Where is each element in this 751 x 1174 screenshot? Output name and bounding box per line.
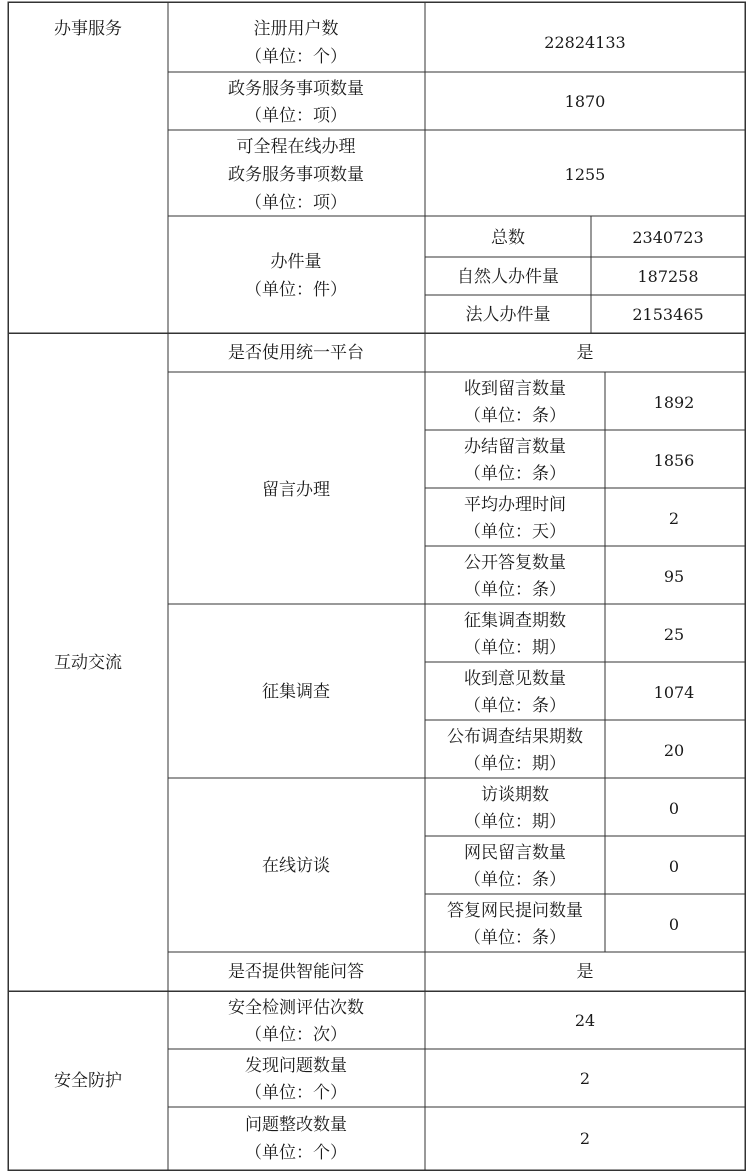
items-count-label: 政务服务事项数量 — [228, 79, 364, 99]
interview-title: 在线访谈 — [262, 856, 330, 876]
survey-periods-value: 25 — [663, 625, 685, 644]
registered-users-unit: （单位：个） — [245, 47, 347, 67]
items-count-value: 1870 — [564, 92, 606, 111]
online-items-label-1: 可全程在线办理 — [236, 137, 356, 157]
unified-platform-label: 是否使用统一平台 — [228, 343, 364, 363]
security-checks-unit: （单位：次） — [245, 1025, 347, 1045]
interview-answers-label: 答复网民提问数量 — [447, 901, 583, 921]
msg-public-replies-label: 公开答复数量 — [464, 553, 566, 573]
online-items-label-2: 政务服务事项数量 — [228, 165, 364, 185]
items-count-unit: （单位：项） — [245, 106, 347, 126]
online-items-value: 1255 — [564, 165, 606, 184]
issues-fixed-label: 问题整改数量 — [245, 1115, 347, 1135]
registered-users-label: 注册用户数 — [253, 19, 339, 39]
unified-platform-value: 是 — [576, 343, 594, 363]
smart-qa-label: 是否提供智能问答 — [228, 962, 364, 982]
issues-found-label: 发现问题数量 — [245, 1056, 347, 1076]
cases-unit: （单位：件） — [245, 280, 347, 300]
cases-legal-value: 2153465 — [632, 305, 704, 324]
msg-concluded-unit: （单位：条） — [464, 464, 566, 484]
survey-periods-unit: （单位：期） — [464, 638, 566, 658]
msg-avg-time-unit: （单位：天） — [464, 522, 566, 542]
msg-concluded-value: 1856 — [653, 451, 695, 470]
survey-periods-label: 征集调查期数 — [464, 611, 566, 631]
interview-periods-unit: （单位：期） — [464, 812, 566, 832]
interview-messages-label: 网民留言数量 — [464, 843, 566, 863]
issues-fixed-value: 2 — [579, 1129, 591, 1148]
msg-public-replies-value: 95 — [663, 567, 685, 586]
interview-periods-label: 访谈期数 — [481, 785, 549, 805]
survey-opinions-unit: （单位：条） — [464, 696, 566, 716]
section-title-office: 办事服务 — [54, 19, 122, 39]
cases-natural-label: 自然人办件量 — [457, 267, 559, 287]
issues-found-unit: （单位：个） — [245, 1083, 347, 1103]
messages-title: 留言办理 — [262, 480, 330, 500]
issues-found-value: 2 — [579, 1069, 591, 1088]
online-items-unit: （单位：项） — [245, 193, 347, 213]
registered-users-value: 22824133 — [544, 33, 626, 52]
survey-opinions-value: 1074 — [653, 683, 695, 702]
survey-results-value: 20 — [663, 741, 685, 760]
survey-opinions-label: 收到意见数量 — [464, 669, 566, 689]
msg-avg-time-value: 2 — [668, 509, 680, 528]
table-border — [8, 2, 745, 1170]
cases-total-value: 2340723 — [632, 228, 704, 247]
interview-answers-value: 0 — [668, 915, 680, 934]
cases-natural-value: 187258 — [637, 267, 699, 286]
interview-periods-value: 0 — [668, 799, 680, 818]
cases-label: 办件量 — [270, 252, 322, 272]
interview-messages-value: 0 — [668, 857, 680, 876]
security-checks-label: 安全检测评估次数 — [228, 998, 364, 1018]
section-title-security: 安全防护 — [54, 1071, 122, 1091]
survey-results-label: 公布调查结果期数 — [447, 727, 583, 747]
msg-public-replies-unit: （单位：条） — [464, 580, 566, 600]
section-title-interaction: 互动交流 — [54, 653, 122, 673]
issues-fixed-unit: （单位：个） — [245, 1143, 347, 1163]
interview-answers-unit: （单位：条） — [464, 928, 566, 948]
survey-title: 征集调查 — [262, 682, 330, 702]
smart-qa-value: 是 — [576, 962, 594, 982]
cases-total-label: 总数 — [491, 228, 525, 248]
msg-received-label: 收到留言数量 — [464, 379, 566, 399]
cases-legal-label: 法人办件量 — [465, 305, 551, 325]
interview-messages-unit: （单位：条） — [464, 870, 566, 890]
survey-results-unit: （单位：期） — [464, 754, 566, 774]
security-checks-value: 24 — [574, 1011, 596, 1030]
msg-received-value: 1892 — [653, 393, 695, 412]
msg-concluded-label: 办结留言数量 — [464, 437, 566, 457]
msg-avg-time-label: 平均办理时间 — [464, 495, 566, 515]
msg-received-unit: （单位：条） — [464, 406, 566, 426]
